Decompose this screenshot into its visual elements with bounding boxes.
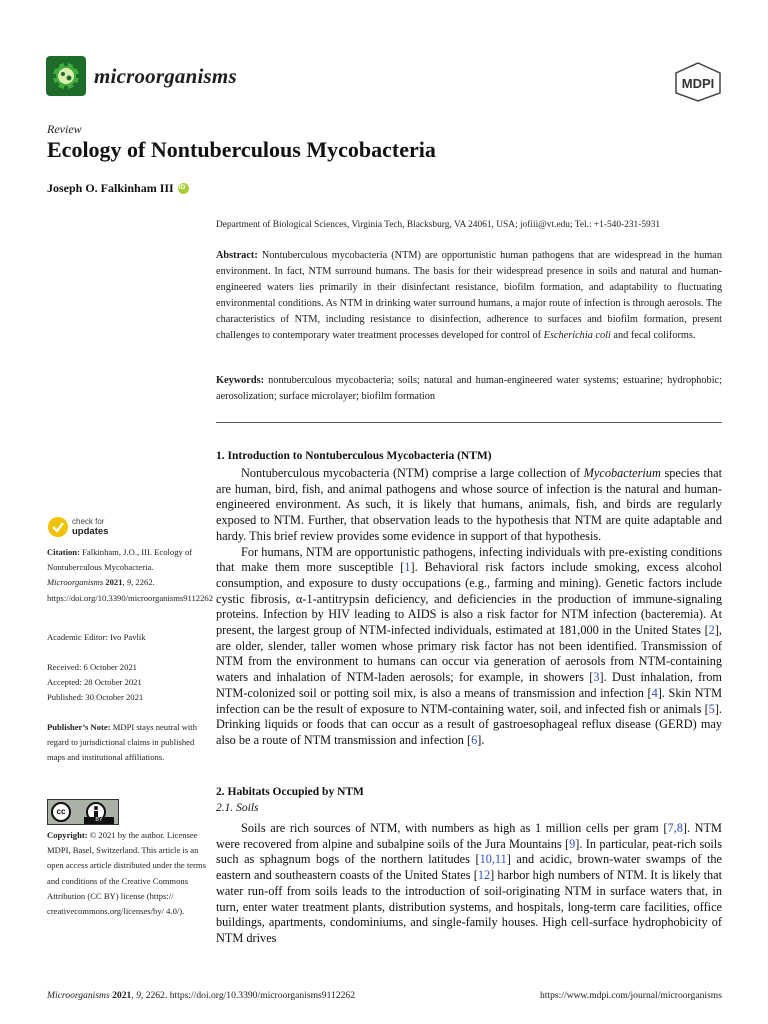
citation-journal: Microorganisms: [47, 577, 104, 588]
copyright: [47, 828, 207, 919]
text-run: ]. NTM were recovered from alpine and subalpine soils of the Jura Mountains [: [216, 821, 722, 851]
footer-year: 2021: [109, 990, 132, 1001]
reference-link[interactable]: 5: [708, 701, 715, 716]
text-run: ]. Drinking liquids or foods that can occur as a result of gastroesophageal reflux disease (GERD) may also be a route of NTM transmission and infection [: [216, 701, 722, 747]
abstract-text-2: and fecal coliforms.: [610, 330, 696, 342]
text-run: ]. Behavioral risk factors include smoking, excess alcohol consumption, and exposure to dusty occupations (e.g., farming and mining). Genetic factors include cystic fibrosis, α-1-antitrypsin deficiency, and deficiencies in the production of immune-signaling proteins. Infection by HIV leading to AIDS is also a risk factor for NTM infection (bacteremia). At present, the largest group of NTM-infected individuals, estimated at 181,000 in the United States [: [216, 560, 722, 638]
reference-link[interactable]: 7,8: [667, 821, 683, 835]
abstract-text-1: Nontuberculous mycobacteria (NTM) are opportunistic human pathogens that are widespread in the human environment. In fact, NTM surround humans. The basis for their widespread presence in soils and natural and human-engineered waters lies primarily in their disinfectant resistance, biofilm formation, and adaptability to fluctuating environmental conditions. As NTM in drinking water surround humans, a major route of infection is through aerosols. The characteristics of NTM, including resistance to disinfection, adherence to surfaces and biofilm formation, present challenges to contemporary water treatment processes developed for control of: [216, 250, 722, 342]
citation-label: Citation:: [47, 547, 80, 557]
footer-journal: Microorganisms: [47, 990, 110, 1001]
text-run: Nontuberculous mycobacteria (NTM) comprise a large collection of: [241, 466, 584, 480]
author-name[interactable]: Joseph O. Falkinham III: [47, 181, 174, 195]
copyright-text: © 2021 by the author. Licensee MDPI, Basel, Switzerland. This article is an open access article distributed under the terms and conditions of the Creative Commons Attribution (CC BY) license (https:// creativecommons.org/licenses/by/ 4.0/).: [47, 830, 206, 917]
section-2-heading: 2. Habitats Occupied by NTM: [216, 786, 364, 798]
keywords-label: Keywords:: [216, 375, 265, 386]
text-run: ]. Skin NTM infection can be the result of exposure to NTM-containing water, soil, and infected fish or animals [: [216, 685, 723, 716]
publisher-note-text: MDPI stays neutral with regard to jurisdictional claims in published maps and institutional affiliations.: [47, 722, 197, 763]
affiliation: Department of Biological Sciences, Virginia Tech, Blacksburg, VA 24061, USA; jofiii@vt.edu; Tel.: +1-540-231-5931: [216, 220, 661, 230]
gear-microorganism-icon: [46, 56, 86, 96]
journal-name[interactable]: microorganisms: [94, 64, 237, 88]
text-run: ]. Dust inhalation, from NTM-colonized soil or potting soil mix, is also a means of transmission and infection [: [216, 670, 722, 700]
accepted-date: Accepted: 28 October 2021: [47, 677, 142, 688]
section-1-paragraph-1: [216, 466, 722, 545]
text-run: ] harbor high numbers of NTM. It is likely that water run-off from soils leads to the introduction of soil-originating NTM in surface waters that, in turn, enter water treatment plants, distribution systems, and hospitals, long-term care facilities, office buildings, apartments, condominiums, and single-family houses. High cell-surface hydrophobicity of NTM drives: [216, 868, 723, 945]
footer-journal-url[interactable]: https://www.mdpi.com/journal/microorganisms: [540, 990, 722, 1001]
abstract-label: Abstract:: [216, 250, 258, 261]
article-title: Ecology of Nontuberculous Mycobacteria: [47, 137, 436, 162]
divider: [216, 422, 722, 423]
copyright-label: Copyright:: [47, 830, 88, 840]
check-updates-text: [72, 517, 108, 537]
citation-volume: , 9,: [122, 577, 134, 588]
section-2-1-paragraph-1: [216, 821, 722, 947]
citation-year: 2021: [103, 577, 123, 588]
mdpi-logo[interactable]: [672, 62, 724, 102]
mdpi-logo-text: MDPI: [681, 76, 715, 91]
orcid-icon[interactable]: [178, 183, 189, 194]
academic-editor: Academic Editor: Ivo Pavlik: [47, 632, 146, 642]
footer-doi-link[interactable]: 2262. https://doi.org/10.3390/microorganisms9112262: [143, 990, 355, 1001]
check-updates-icon: [47, 516, 69, 538]
text-run: For humans, NTM are opportunistic pathogens, infecting individuals with pre-existing conditions that make them more susceptible [: [216, 544, 722, 575]
check-for-updates-button[interactable]: [47, 516, 167, 542]
abstract-italic: Escherichia coli: [543, 330, 611, 342]
reference-link[interactable]: 9: [569, 836, 576, 851]
reference-link[interactable]: 2: [708, 623, 715, 638]
italic-run: Mycobacterium: [583, 466, 661, 480]
section-1-paragraph-2: [216, 545, 722, 749]
section-2-1-body: [216, 821, 722, 947]
check-updates-line2: updates: [72, 526, 109, 537]
cc-by-license-badge[interactable]: [47, 799, 119, 825]
footer-citation: [47, 990, 355, 1001]
citation-text: Falkinham, J.O., III. Ecology of Nontuberculous Mycobacteria.: [47, 547, 193, 573]
published-date: Published: 30 October 2021: [47, 692, 144, 703]
cc-icon: cc: [51, 802, 71, 822]
reference-link[interactable]: 3: [593, 670, 600, 685]
text-run: Soils are rich sources of NTM, with numbers as high as 1 million cells per gram [: [241, 821, 668, 835]
citation: [47, 545, 213, 606]
reference-link[interactable]: 10,11: [479, 852, 507, 867]
text-run: ].: [477, 732, 485, 747]
citation-doi[interactable]: 2262. https://doi.org/10.3390/microorganisms9112262: [47, 577, 213, 603]
dates: [47, 660, 207, 706]
text-run: ] and acidic, brown-water swamps of the eastern and southeastern coasts of the United States [: [216, 852, 723, 883]
author-line: [47, 181, 189, 196]
article-type: Review: [47, 122, 82, 136]
abstract: [216, 248, 722, 345]
keywords-text: nontuberculous mycobacteria; soils; natural and human-engineered water systems; estuarine; hydrophobic; aerosolization; surface microlayer; biofilm formation: [216, 375, 722, 403]
by-label: BY: [84, 817, 114, 824]
check-updates-line1: check for: [72, 517, 105, 526]
reference-link[interactable]: 6: [471, 732, 478, 747]
text-run: ]. In particular, peat-rich soils such as sphagnum bogs of the northern latitudes [: [216, 836, 722, 867]
received-date: Received: 6 October 2021: [47, 662, 137, 672]
text-run: ], are older, slender, taller women whose primary risk factor has not been identified. Transmission of NTM from the environment to humans can occur via generation of aerosols from NTM-containing waters and inhalation of NTM-laden aerosols; for example, in showers [: [216, 623, 722, 685]
text-run: species that are human, bird, fish, and animal pathogens and whose source of infection is the natural and human-engineered environment. As such, it is likely that humans, animals, fish, and birds are regularly exposed to NTM. Further, that observation leads to the hypothesis that NTM are quite adaptable and hardy. This brief review provides some evidence in support of that hypothesis.: [216, 466, 722, 543]
section-1-body: [216, 466, 722, 749]
publisher-note: [47, 720, 207, 766]
section-2-1-heading: 2.1. Soils: [216, 802, 259, 814]
reference-link[interactable]: 12: [477, 868, 491, 883]
footer-volume: , 9,: [131, 990, 144, 1001]
section-1-heading: 1. Introduction to Nontuberculous Mycobacteria (NTM): [216, 450, 492, 462]
reference-link[interactable]: 1: [404, 560, 411, 575]
journal-header: [44, 56, 724, 102]
reference-link[interactable]: 4: [651, 685, 658, 700]
keywords: [216, 373, 722, 405]
publisher-note-label: Publisher’s Note:: [47, 722, 111, 732]
